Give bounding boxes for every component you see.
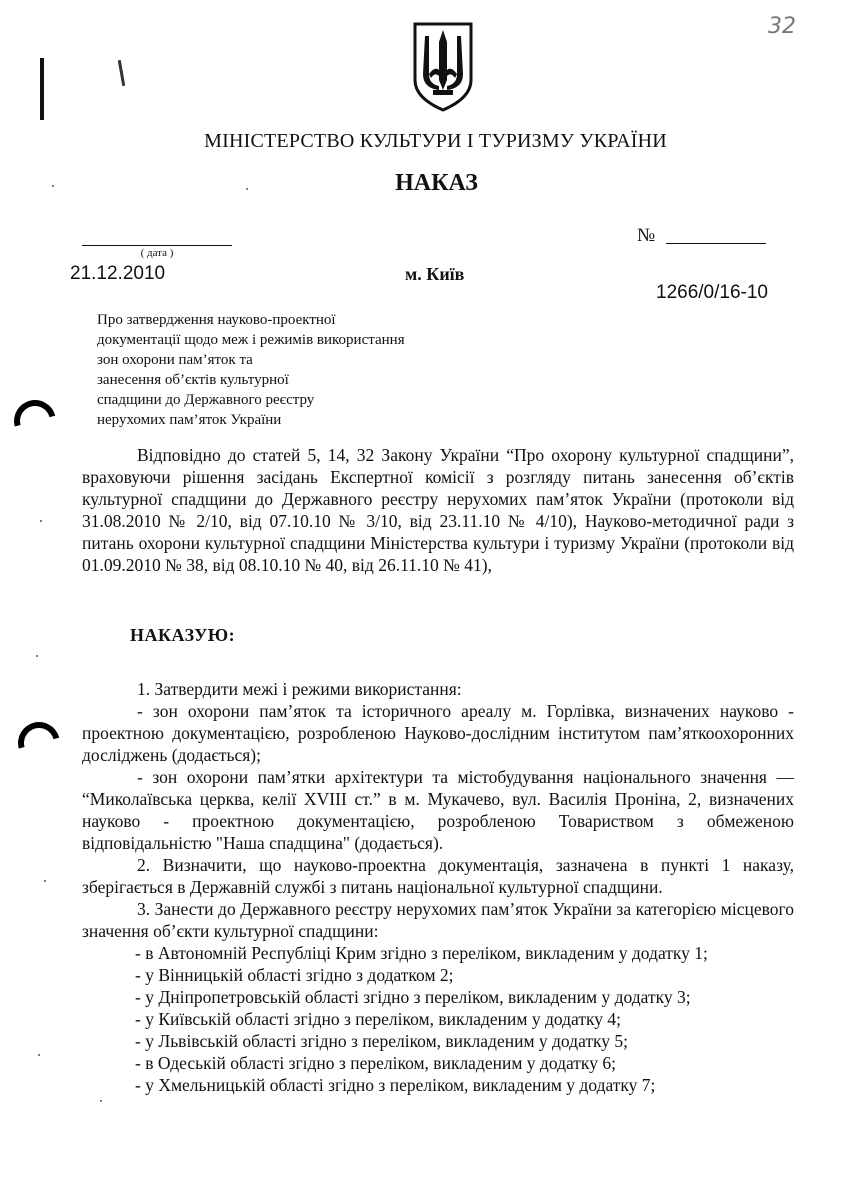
order-title: НАКАЗ [395, 170, 478, 196]
trident-icon [411, 20, 475, 112]
number-label: № [637, 225, 656, 246]
subject-line: Про затвердження науково-проектної [97, 312, 336, 328]
subject-line: спадщини до Державного реєстру [97, 392, 315, 408]
punch-hole-mark [6, 392, 63, 449]
preamble-block [82, 444, 794, 576]
preamble: Відповідно до статей 5, 14, 32 Закону України “Про охорону культурної спадщини”, враховуючи рішення засідань Експертної комісії з розгляду питань занесення об’єктів культурної спадщини до Державного реєстру нерухомих пам’яток України (протоколи від 31.08.2010 № 2/10, від 07.10.10 № 3/10, від 23.11.10 № 4/10), Науково-методичної ради з питань охорони культурної спадщини Міністерства культури і туризму України (протоколи від 01.09.2010 № 38, від 08.10.10 № 40, від 26.11.10 № 41), [82, 445, 794, 575]
region-item: - у Хмельницькій області згідно з переліком, викладеним у додатку 7; [135, 1075, 656, 1095]
subject-line: документації щодо меж і режимів використання [97, 332, 405, 348]
number-underline [666, 243, 766, 244]
order-subject [97, 310, 457, 430]
region-item: - у Київській області згідно з переліком, викладеним у додатку 4; [135, 1009, 621, 1029]
item-2: 2. Визначити, що науково-проектна документація, зазначена в пункті 1 наказу, зберігається в Державній службі з питань національної культурної спадщини. [82, 855, 794, 897]
date-label: ( дата ) [140, 247, 174, 259]
region-item: - у Вінницькій області згідно з додатком 2; [135, 965, 454, 985]
region-item: - у Львівській області згідно з переліком, викладеним у додатку 5; [135, 1031, 629, 1051]
date-underline [82, 245, 232, 246]
scan-mark [40, 58, 44, 120]
number-value: 1266/0/16-10 [656, 282, 768, 303]
region-item: - в Автономній Республіці Крим згідно з переліком, викладеним у додатку 1; [135, 943, 708, 963]
subject-line: нерухомих пам’яток України [97, 412, 282, 428]
city: м. Київ [405, 264, 465, 284]
ministry-name: МІНІСТЕРСТВО КУЛЬТУРИ І ТУРИЗМУ УКРАЇНИ [204, 130, 667, 152]
region-item: - в Одеській області згідно з переліком, викладеним у додатку 6; [135, 1053, 616, 1073]
order-items [82, 678, 794, 1096]
item-1-sub-b: - зон охорони пам’ятки архітектури та містобудування національного значення — “Миколаївська церква, келії XVIII ст.” в м. Мукачево, вул. Василія Проніна, 2, визначених науково - проектною документацією, розробленою Товариством з обмеженою відповідальністю "Наша спадщина" (додається). [82, 767, 794, 853]
item-3-intro: 3. Занести до Державного реєстру нерухомих пам’яток України за категорією місцевого значення об’єкти культурної спадщини: [82, 899, 794, 941]
margin-note: 32 [768, 14, 796, 39]
order-heading: НАКАЗУЮ: [130, 625, 236, 645]
item-1-intro: 1. Затвердити межі і режими використання: [137, 679, 462, 699]
item-1-sub-a: - зон охорони пам’яток та історичного ареалу м. Горлівка, визначених науково - проектною документацією, розробленою Науково-дослідним інститутом пам’яткоохоронних досліджень (додається); [82, 701, 794, 765]
subject-line: занесення об’єктів культурної [97, 372, 289, 388]
subject-line: зон охорони пам’яток та [97, 352, 253, 368]
scan-mark [118, 60, 125, 86]
region-item: - у Дніпропетровській області згідно з переліком, викладеним у додатку 3; [135, 987, 691, 1007]
punch-hole-mark [10, 714, 67, 771]
date-value: 21.12.2010 [70, 263, 166, 284]
